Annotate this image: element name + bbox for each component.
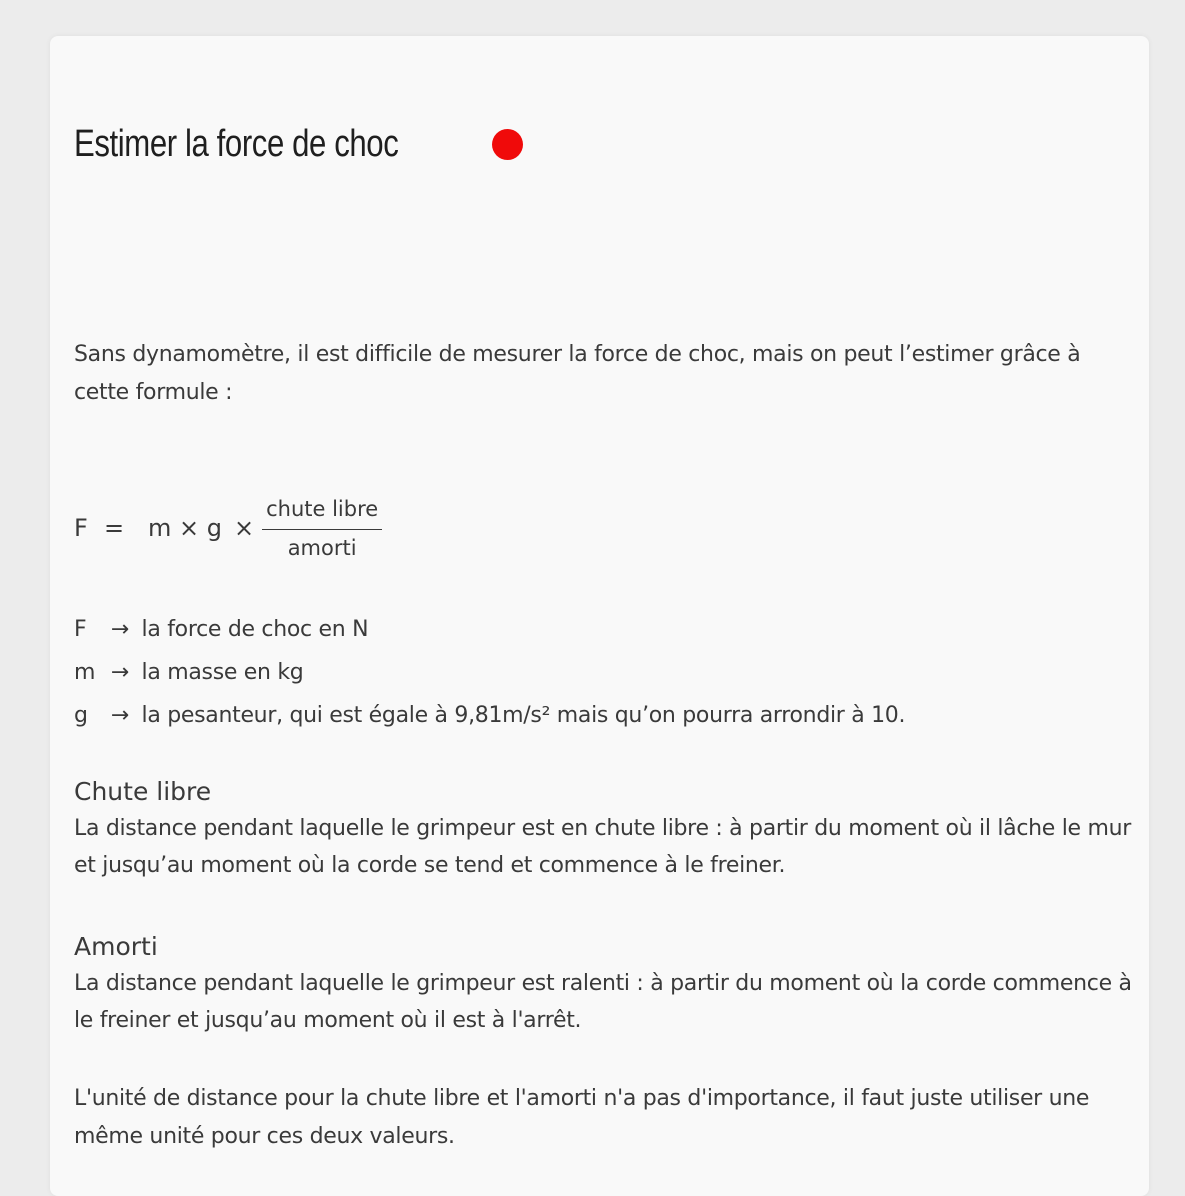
formula-numerator: chute libre	[262, 497, 382, 530]
formula-product: m × g	[148, 514, 222, 542]
content-card	[50, 36, 1149, 1196]
formula-times: ×	[233, 514, 255, 542]
legend-row-m	[74, 651, 905, 694]
formula-equals: =	[104, 514, 125, 542]
legend-symbol: F	[74, 617, 87, 642]
variable-legend	[74, 608, 905, 737]
legend-row-g	[74, 694, 905, 737]
legend-row-f	[74, 608, 905, 651]
definition-chute-libre	[74, 774, 1134, 884]
unit-note: L'unité de distance pour la chute libre et l'amorti n'a pas d'importance, il faut juste utiliser une même unité pour ces deux valeurs.	[74, 1086, 1090, 1149]
definition-text: La distance pendant laquelle le grimpeur est ralenti : à partir du moment où la corde commence à le freiner et jusqu’au moment où il est à l'arrêt.	[74, 971, 1132, 1033]
legend-symbol: m	[74, 660, 96, 685]
page-title: Estimer la force de choc	[74, 122, 399, 165]
legend-text: la force de choc en N	[141, 617, 369, 642]
arrow-right-icon: →	[110, 660, 129, 685]
arrow-right-icon: →	[110, 617, 129, 642]
intro-text: Sans dynamomètre, il est difficile de mesurer la force de choc, mais on peut l’estimer grâce à cette formule :	[74, 342, 1081, 405]
definition-amorti	[74, 929, 1134, 1039]
status-dot-icon	[492, 129, 523, 160]
definition-text: La distance pendant laquelle le grimpeur est en chute libre : à partir du moment où il lâche le mur et jusqu’au moment où la corde se tend et commence à le freiner.	[74, 816, 1131, 878]
definition-title: Amorti	[74, 932, 158, 961]
legend-text: la masse en kg	[141, 660, 304, 685]
legend-symbol: g	[74, 703, 88, 728]
definition-title: Chute libre	[74, 777, 212, 806]
formula-lhs: F	[74, 514, 88, 542]
formula-denominator: amorti	[287, 535, 357, 560]
legend-text: la pesanteur, qui est égale à 9,81m/s² mais qu’on pourra arrondir à 10.	[141, 703, 906, 728]
formula	[74, 488, 382, 568]
arrow-right-icon: →	[110, 703, 129, 728]
title-row	[74, 116, 523, 172]
formula-fraction	[262, 497, 382, 560]
